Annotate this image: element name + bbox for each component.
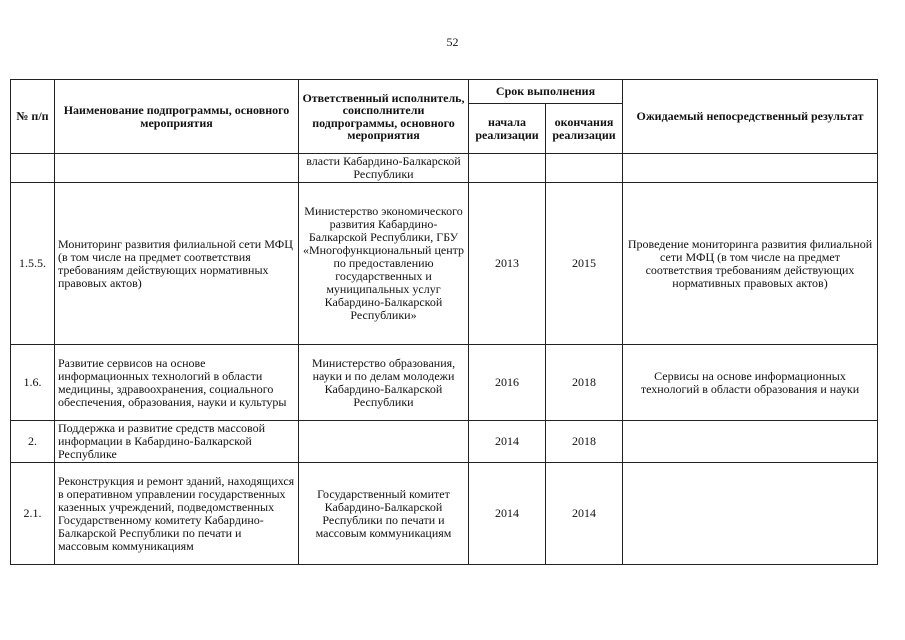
row-result (623, 463, 878, 565)
row-num (11, 154, 55, 183)
row-result: Проведение мониторинга развития филиальной сети МФЦ (в том числе на предмет соответствия требованиям действующих нормативных правовых актов) (623, 183, 878, 345)
header-name: Наименование подпрограммы, основного мероприятия (55, 80, 299, 154)
row-end: 2018 (546, 345, 623, 421)
row-result (623, 421, 878, 463)
row-end: 2018 (546, 421, 623, 463)
row-start: 2014 (469, 421, 546, 463)
row-num: 2. (11, 421, 55, 463)
row-start: 2016 (469, 345, 546, 421)
header-num: № п/п (11, 80, 55, 154)
row-end: 2015 (546, 183, 623, 345)
row-num: 2.1. (11, 463, 55, 565)
table-row (11, 421, 878, 463)
row-start: 2013 (469, 183, 546, 345)
table-row (11, 463, 878, 565)
table-row (11, 154, 878, 183)
header-end: окончания реализации (546, 104, 623, 154)
row-responsible: Министерство образования, науки и по делам молодежи Кабардино-Балкарской Республики (299, 345, 469, 421)
row-start: 2014 (469, 463, 546, 565)
row-responsible (299, 421, 469, 463)
row-result: Сервисы на основе информационных технологий в области образования и науки (623, 345, 878, 421)
table-row (11, 345, 878, 421)
row-num: 1.5.5. (11, 183, 55, 345)
page-number: 52 (446, 35, 459, 49)
table-row (11, 183, 878, 345)
header-responsible: Ответственный исполнитель, соисполнители подпрограммы, основного мероприятия (299, 80, 469, 154)
row-name (55, 154, 299, 183)
row-responsible: Министерство экономического развития Кабардино-Балкарской Республики, ГБУ «Многофункциональный центр по предоставлению государственных и муниципальных услуг Кабардино-Балкарской Республики» (299, 183, 469, 345)
row-num: 1.6. (11, 345, 55, 421)
row-name: Поддержка и развитие средств массовой информации в Кабардино-Балкарской Республике (55, 421, 299, 463)
header-start: начала реализации (469, 104, 546, 154)
row-name: Мониторинг развития филиальной сети МФЦ (в том числе на предмет соответствия требованиям действующих нормативных правовых актов) (55, 183, 299, 345)
program-table (10, 79, 878, 565)
row-end (546, 154, 623, 183)
row-responsible: Государственный комитет Кабардино-Балкарской Республики по печати и массовым коммуникациям (299, 463, 469, 565)
row-name: Развитие сервисов на основе информационных технологий в области медицины, здравоохранения, социального обеспечения, образования, науки и культуры (55, 345, 299, 421)
row-name: Реконструкция и ремонт зданий, находящихся в оперативном управлении государственных казенных учреждений, подведомственных Государственному комитету Кабардино-Балкарской Республики по печати и массовым коммуникациям (55, 463, 299, 565)
row-responsible: власти Кабардино-Балкарской Республики (299, 154, 469, 183)
row-result (623, 154, 878, 183)
row-end: 2014 (546, 463, 623, 565)
header-result: Ожидаемый непосредственный результат (623, 80, 878, 154)
header-term: Срок выполнения (469, 80, 623, 104)
row-start (469, 154, 546, 183)
